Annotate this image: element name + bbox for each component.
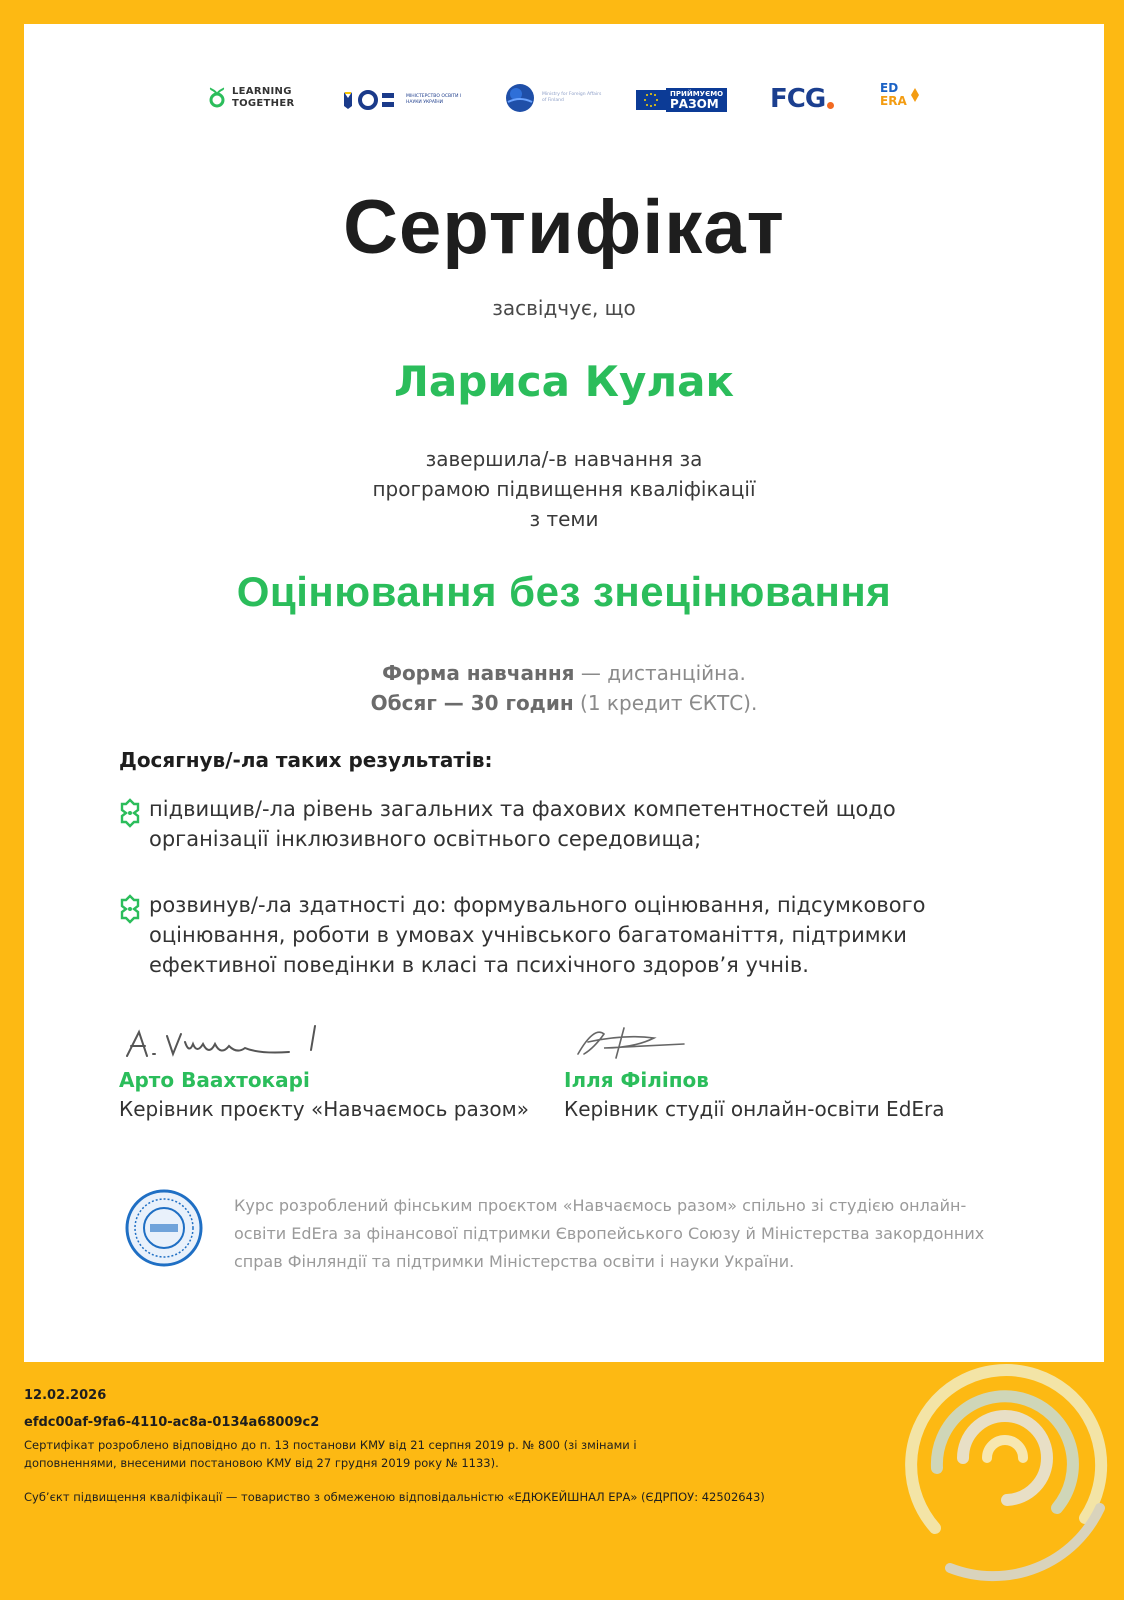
edera-flame-icon [907,87,923,103]
learning-together-line1: LEARNING [232,86,292,97]
study-details [24,658,1104,718]
study-form-label: Форма навчання [382,661,575,685]
results-heading: Досягнув/-ла таких результатів: [119,748,493,772]
decorative-swirl-icon [890,1328,1120,1588]
finland-mfa-logo [504,82,602,114]
eu-logo-line2: РАЗОМ [670,97,719,111]
certifies-text: засвідчує, що [492,296,636,320]
eu-flag-icon [636,90,666,110]
learning-together-line2: TOGETHER [232,98,295,109]
ministry-logo-text: МІНІСТЕРСТВО ОСВІТИ І НАУКИ УКРАЇНИ [406,94,462,105]
signatory-block [564,1024,1024,1124]
signatory-role: Керівник проєкту «Навчаємось разом» [119,1097,529,1121]
ornament-bullet-icon [119,890,149,980]
legal-basis-text: Сертифікат розроблено відповідно до п. 13 постанови КМУ від 21 серпня 2019 р. № 800 (зі змінами і доповненнями, внесеними постановою КМУ від 27 грудня 2019 року № 1133). [24,1438,637,1470]
finland-logo-text: Ministry for Foreign Affairs of Finland [542,92,602,103]
issue-date: 12.02.2026 [24,1388,107,1403]
certificate-sheet [24,24,1104,1362]
eu-logo-line1: ПРИЙМУЄМО [670,90,724,98]
signatory-name: Ілля Філіпов [564,1068,709,1092]
certificate-footer [24,1388,984,1504]
study-form-value: — дистанційна. [580,661,746,685]
completion-line: з теми [529,507,599,531]
signature-image [119,1024,349,1064]
ministry-emblem-icon [340,88,400,112]
fcg-logo [770,84,834,114]
edera-logo-line1: ED [880,81,899,95]
recipient-name: Лариса Кулак [394,357,734,406]
fcg-logo-text: FCG [770,84,826,114]
volume-value: (1 кредит ЄКТС). [580,691,758,715]
edera-logo-line2: ERA [880,94,907,108]
partner-logos [24,82,1104,126]
completion-line: програмою підвищення кваліфікації [372,477,756,501]
edera-logo [880,82,923,108]
study-form [24,658,1104,688]
course-title: Оцінювання без знецінювання [236,568,892,615]
result-text: розвинув/-ла здатності до: формувального оцінювання, підсумкового оцінювання, роботи в умовах учнівського багатоманіття, підтримки ефективної поведінки в класі та психічного здоров’я учнів. [149,893,926,977]
signatory-role: Керівник студії онлайн-освіти EdEra [564,1097,945,1121]
completion-line: завершила/-в навчання за [425,447,703,471]
result-text: підвищив/-ла рівень загальних та фахових компетентностей щодо організації інклюзивного освітнього середовища; [149,797,896,851]
course-about-text: Курс розроблений фінським проєктом «Навчаємось разом» спільно зі студією онлайн-освіти EdEra за фінансової підтримки Європейського Союзу й Міністерства закордонних справ Фінляндії та підтримки Міністерства освіти і науки України. [234,1196,985,1271]
certificate-id: efdc00af-9fa6-4110-ac8a-0134a68009c2 [24,1415,320,1430]
leaf-person-icon [208,87,226,109]
result-item [119,890,1019,980]
globe-icon [504,82,536,114]
volume-label: Обсяг — 30 годин [370,691,574,715]
result-item [119,794,1019,854]
eu-logo-text [666,88,727,112]
completion-statement [24,444,1104,534]
study-volume [24,688,1104,718]
certificate-title: Сертифікат [343,185,785,270]
official-stamp [124,1188,204,1272]
signatory-name: Арто Ваахтокарі [119,1068,310,1092]
fcg-dot-icon [827,102,834,109]
eu-logo [636,88,727,112]
ministry-education-logo [340,88,476,112]
provider-subject-text: Суб’єкт підвищення кваліфікації — товариство з обмеженою відповідальністю «ЕДЮКЕЙШНАЛ ЕРА» (ЄДРПОУ: 42502643) [24,1490,765,1504]
signature-image [564,1024,794,1064]
signatory-block [119,1024,539,1124]
ornament-bullet-icon [119,794,149,854]
learning-together-logo [208,86,294,110]
